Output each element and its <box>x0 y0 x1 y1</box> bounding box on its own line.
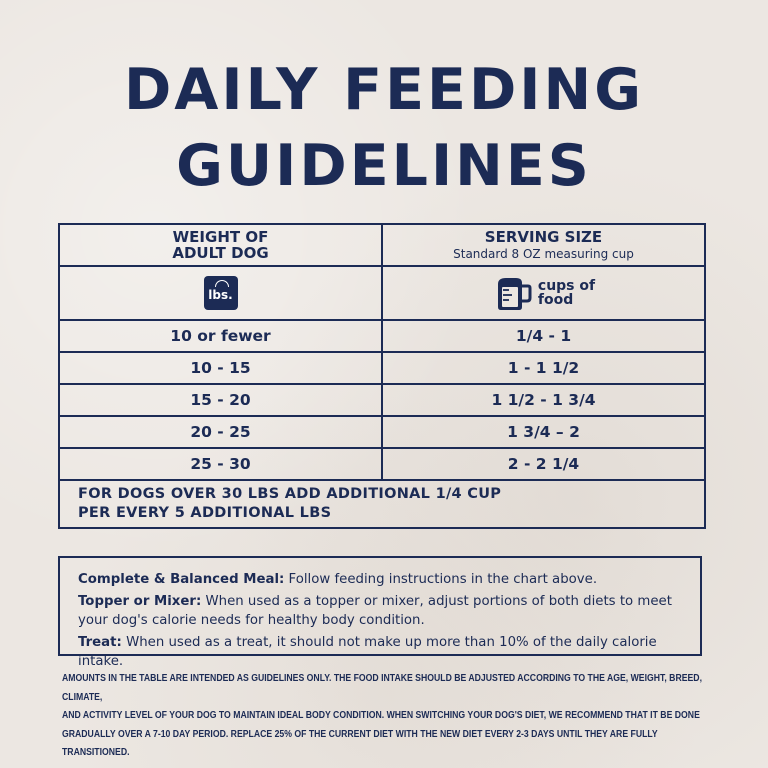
meal-text: Follow feeding instructions in the chart above. <box>284 572 598 587</box>
serving-size-subtitle: Standard 8 OZ measuring cup <box>453 247 634 261</box>
weight-cell: 15 - 20 <box>59 384 382 416</box>
disclaimer-line-1: AMOUNTS IN THE TABLE ARE INTENDED AS GUIDELINES ONLY. THE FOOD INTAKE SHOULD BE ADJUSTED ACCORDING TO THE AGE, WEIGHT, BREED, CLIMATE, <box>62 673 702 703</box>
weight-cell: 25 - 30 <box>59 448 382 480</box>
table-row <box>59 384 705 416</box>
scale-icon-label: lbs. <box>208 288 233 302</box>
title-line-2: GUIDELINES <box>176 133 592 199</box>
topper-paragraph <box>78 592 684 630</box>
cups-of-food-label <box>538 279 595 307</box>
page-title <box>0 52 768 204</box>
disclaimer-line-2: AND ACTIVITY LEVEL OF YOUR DOG TO MAINTAIN IDEAL BODY CONDITION. WHEN SWITCHING YOUR DOG'S DIET, WE RECOMMEND THAT IT BE DONE <box>62 710 700 721</box>
weight-icon-cell <box>59 266 382 320</box>
disclaimer-text <box>62 670 709 763</box>
weight-header <box>59 224 382 266</box>
treat-text: When used as a treat, it should not make up more than 10% of the daily calorie intake. <box>78 635 657 669</box>
table-header-row <box>59 224 705 266</box>
topper-label: Topper or Mixer: <box>78 594 202 609</box>
serving-size-header <box>382 224 705 266</box>
feeding-table <box>58 223 706 529</box>
weight-cell: 20 - 25 <box>59 416 382 448</box>
cups-label-line-1: cups of <box>537 278 596 294</box>
weight-header-line-1: WEIGHT OF <box>172 228 269 246</box>
treat-paragraph <box>78 633 684 671</box>
note-row <box>59 480 705 528</box>
additional-weight-note <box>59 480 705 528</box>
treat-label: Treat: <box>78 635 122 650</box>
note-line-2: PER EVERY 5 ADDITIONAL LBS <box>78 505 332 521</box>
cups-cell: 1 - 1 1/2 <box>382 352 705 384</box>
icon-row <box>59 266 705 320</box>
meal-label: Complete & Balanced Meal: <box>78 572 285 587</box>
title-line-1: DAILY FEEDING <box>123 57 645 123</box>
cups-cell: 1/4 - 1 <box>382 320 705 352</box>
table-row <box>59 320 705 352</box>
meal-paragraph <box>78 570 684 589</box>
cups-cell: 1 1/2 - 1 3/4 <box>382 384 705 416</box>
usage-info-box <box>58 556 702 669</box>
cups-label-line-2: food <box>537 292 574 308</box>
scale-icon <box>204 276 238 310</box>
topper-text: When used as a topper or mixer, adjust portions of both diets to meet your dog's calorie needs for healthy body condition. <box>78 594 672 628</box>
weight-header-line-2: ADULT DOG <box>172 244 269 262</box>
disclaimer-line-3: GRADUALLY OVER A 7-10 DAY PERIOD. REPLACE 25% OF THE CURRENT DIET WITH THE NEW DIET EVERY 2-3 DAYS UNTIL THEY ARE FULLY TRANSITIONED. <box>62 728 658 758</box>
table-row <box>59 352 705 384</box>
cups-cell: 1 3/4 – 2 <box>382 416 705 448</box>
note-line-1: FOR DOGS OVER 30 LBS ADD ADDITIONAL 1/4 CUP <box>78 486 502 502</box>
weight-cell: 10 - 15 <box>59 352 382 384</box>
table-row <box>59 448 705 480</box>
serving-size-title: SERVING SIZE <box>484 228 603 246</box>
cups-cell: 2 - 2 1/4 <box>382 448 705 480</box>
measuring-cup-icon <box>492 274 532 312</box>
cups-icon-cell <box>382 266 705 320</box>
table-row <box>59 416 705 448</box>
weight-cell: 10 or fewer <box>59 320 382 352</box>
